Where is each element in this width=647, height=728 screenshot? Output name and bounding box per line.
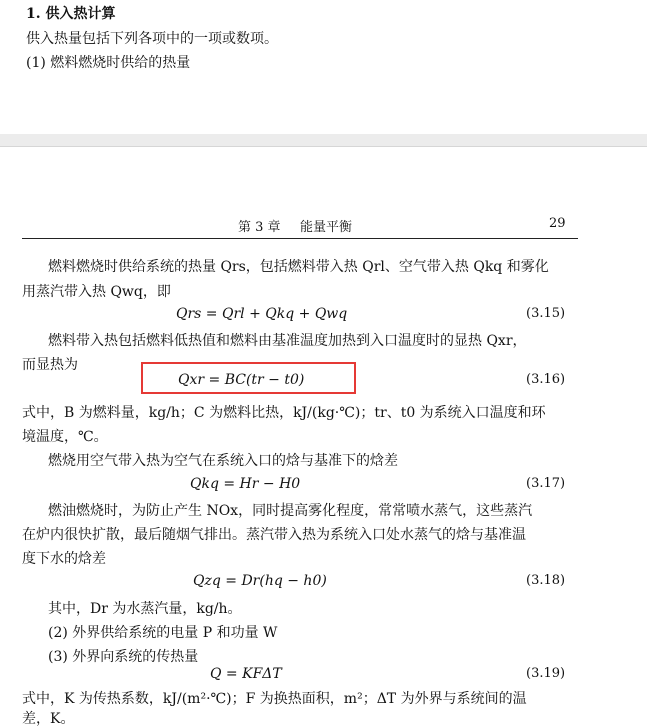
page-separator-edge <box>0 146 647 147</box>
equation-number: (3.19) <box>526 666 566 681</box>
equation-number: (3.16) <box>526 372 566 387</box>
paragraph-line: 而显热为 <box>22 357 78 373</box>
chapter-label: 第 3 章 <box>238 220 281 235</box>
section-heading: 1. 供入热计算 <box>26 6 116 22</box>
paragraph-line: 用蒸汽带入热 Qwq，即 <box>22 284 171 300</box>
equation-3-19: Q = KFΔT <box>210 666 282 682</box>
page-number: 29 <box>549 216 566 231</box>
paragraph-line: 燃料带入热包括燃料低热值和燃料由基准温度加热到入口温度时的显热 Qxr， <box>48 333 527 349</box>
paragraph-line: 度下水的焓差 <box>22 551 106 567</box>
equation-number: (3.18) <box>526 573 566 588</box>
subsection-item: (3) 外界向系统的传热量 <box>48 649 199 665</box>
equation-3-16: Qxr = BC(tr − t0) <box>178 372 305 388</box>
subsection-item: (2) 外界供给系统的电量 P 和功量 W <box>48 625 278 641</box>
header-rule <box>22 238 578 239</box>
equation-3-17: Qkq = Hr − H0 <box>190 476 301 492</box>
paragraph-line: 燃烧用空气带入热为空气在系统入口的焓与基准下的焓差 <box>48 453 398 469</box>
paragraph-line: 式中，B 为燃料量，kg/h；C 为燃料比热，kJ/(kg·℃)；tr、t0 为系统入口温度和环 <box>22 405 546 421</box>
page-separator <box>0 134 647 146</box>
equation-3-15: Qrs = Qrl + Qkq + Qwq <box>176 306 348 322</box>
paragraph-line: 在炉内很快扩散，最后随烟气排出。蒸汽带入热为系统入口处水蒸气的焓与基准温 <box>22 527 526 543</box>
paragraph-line: 差，K。 <box>22 711 75 727</box>
equation-number: (3.15) <box>526 306 566 321</box>
paragraph-line: 境温度，℃。 <box>22 429 108 445</box>
paragraph-line: 燃油燃烧时，为防止产生 NOx，同时提高雾化程度，常常喷水蒸气，这些蒸汽 <box>48 503 533 519</box>
subsection-heading: (1) 燃料燃烧时供给的热量 <box>26 55 191 71</box>
chapter-title: 能量平衡 <box>300 220 353 235</box>
paragraph-line: 其中，Dr 为水蒸汽量，kg/h。 <box>48 601 242 617</box>
intro-line: 供入热量包括下列各项中的一项或数项。 <box>26 31 278 47</box>
paragraph-line: 燃料燃烧时供给系统的热量 Qrs，包括燃料带入热 Qrl、空气带入热 Qkq 和雾化 <box>48 259 549 275</box>
equation-number: (3.17) <box>526 476 566 491</box>
equation-3-18: Qzq = Dr(hq − h0) <box>193 573 327 589</box>
paragraph-line: 式中，K 为传热系数，kJ/(m²·℃)；F 为换热面积，m²；ΔT 为外界与系统间的温 <box>22 691 527 707</box>
